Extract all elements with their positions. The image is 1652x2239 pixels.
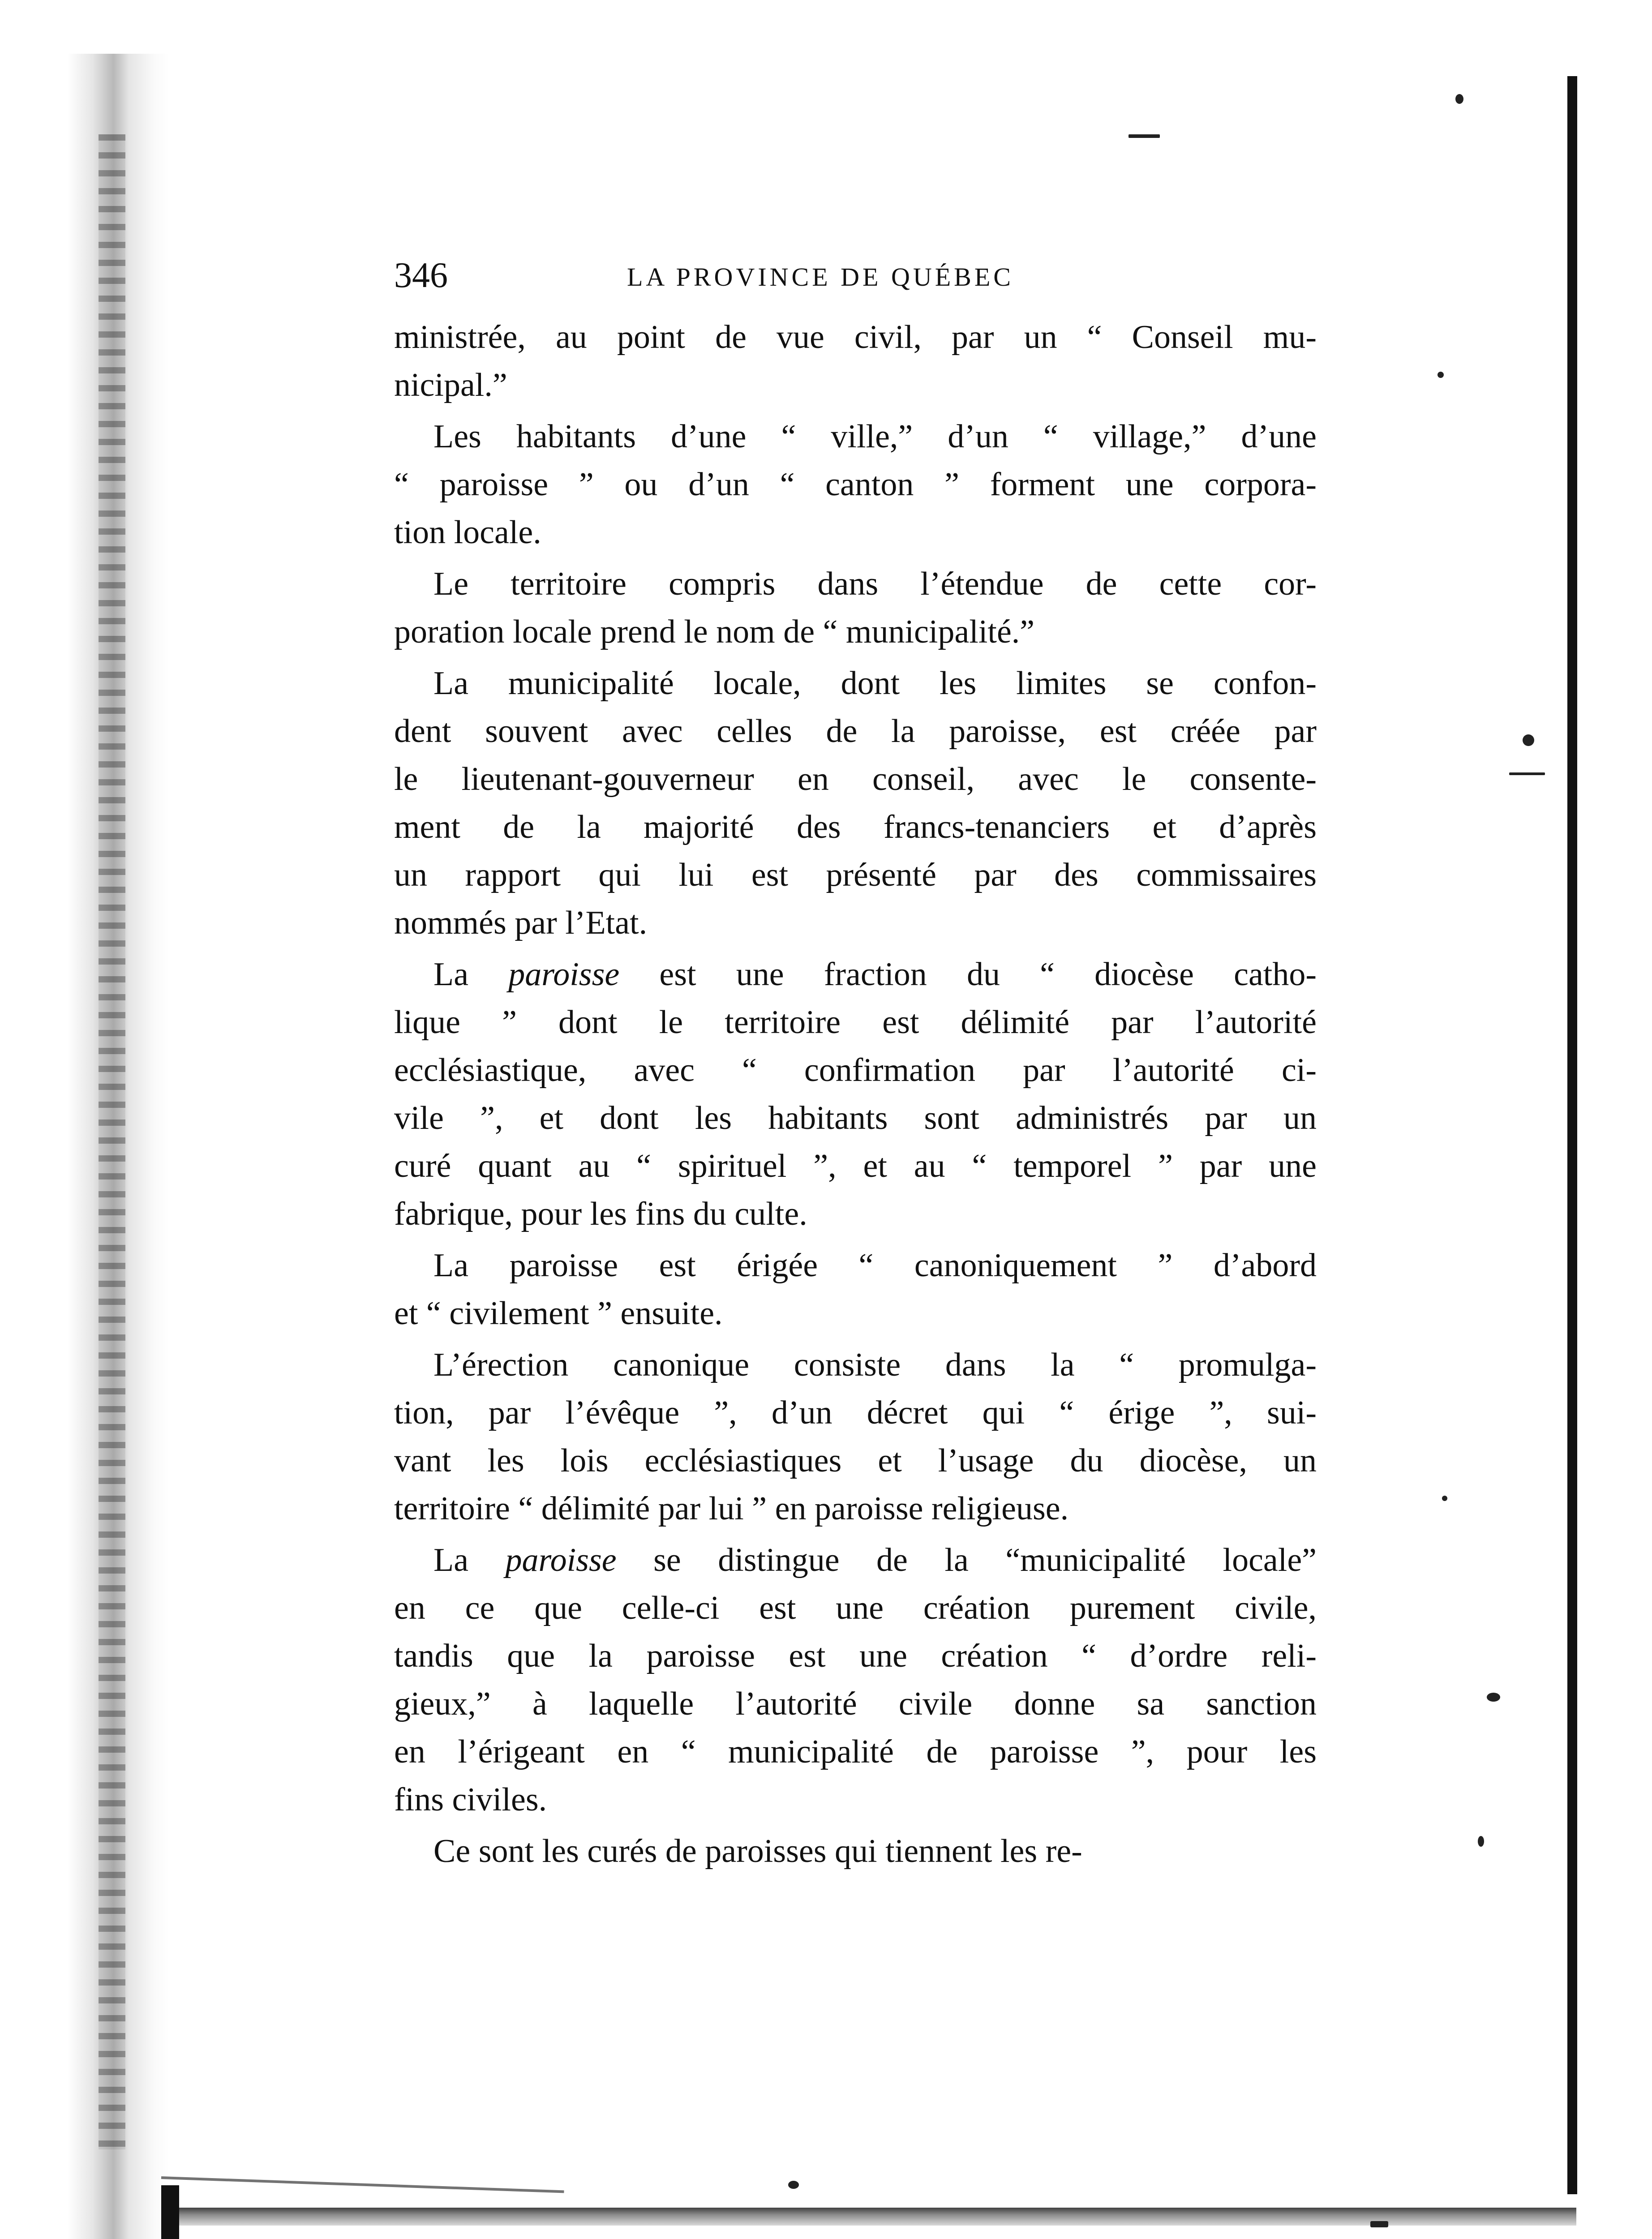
text-line: nommés par l’Etat.: [394, 905, 648, 941]
text-line: tion, par l’évêque ”, d’un décret qui “ érige ”, sui-: [394, 1394, 1317, 1431]
text-line: “ paroisse ” ou d’un “ canton ” forment une corpora-: [394, 466, 1317, 503]
body-text: [394, 313, 1317, 1875]
paragraph: [394, 1536, 1317, 1824]
scan-speck: [1478, 1836, 1484, 1847]
right-page-edge: [1567, 76, 1577, 2194]
text-line: fabrique, pour les fins du culte.: [394, 1196, 807, 1232]
text-line: Le territoire compris dans l’étendue de cette cor-: [433, 566, 1317, 602]
text-line: nicipal.”: [394, 367, 507, 403]
scan-speck: [788, 2181, 799, 2189]
italic-term: paroisse: [508, 956, 620, 993]
text-line: curé quant au “ spirituel ”, et au “ temporel ” par une: [394, 1148, 1317, 1184]
text-line: lique ” dont le territoire est délimité par l’autorité: [394, 1004, 1317, 1041]
text-line: Les habitants d’une “ ville,” d’un “ village,” d’une: [433, 418, 1317, 455]
text-line: La paroisse est érigée “ canoniquement ” d’abord: [433, 1247, 1317, 1284]
page-number: 346: [394, 256, 448, 295]
scan-speck: [1487, 1693, 1500, 1702]
text-line: et “ civilement ” ensuite.: [394, 1295, 723, 1332]
text-line: vant les lois ecclésiastiques et l’usage du diocèse, un: [394, 1442, 1317, 1479]
bottom-page-edge: [170, 2208, 1576, 2226]
paragraph: [394, 413, 1317, 557]
paragraph: [394, 951, 1317, 1238]
text-line: ecclésiastique, avec “ confirmation par l’autorité ci-: [394, 1052, 1317, 1089]
paragraph: [394, 1242, 1317, 1338]
scan-speck: [1370, 2221, 1388, 2227]
text-line: poration locale prend le nom de “ municipalité.”: [394, 613, 1035, 650]
paragraph: [394, 660, 1317, 947]
text-line: L’érection canonique consiste dans la “ promulga-: [433, 1347, 1317, 1383]
text-line: un rapport qui lui est présenté par des commissaires: [394, 857, 1317, 893]
book-page: [394, 251, 1317, 1875]
bottom-left-corner-mark: [161, 2185, 179, 2239]
text-line: dent souvent avec celles de la paroisse, est créée par: [394, 713, 1317, 750]
running-head: [394, 251, 1317, 313]
text-line: gieux,” à laquelle l’autorité civile donne sa sanction: [394, 1686, 1317, 1722]
text-line: ministrée, au point de vue civil, par un “ Conseil mu-: [394, 319, 1317, 356]
running-title: LA PROVINCE DE QUÉBEC: [627, 262, 1014, 292]
text-line: territoire “ délimité par lui ” en paroisse religieuse.: [394, 1490, 1069, 1527]
scan-speck: [1509, 772, 1545, 775]
paragraph: [394, 313, 1317, 409]
text-line: en ce que celle-ci est une création purement civile,: [394, 1590, 1317, 1626]
text-line: La paroisse se distingue de la “municipalité locale”: [433, 1542, 1317, 1578]
scan-speck: [1437, 372, 1444, 378]
text-line: Ce sont les curés de paroisses qui tiennent les re-: [433, 1833, 1082, 1870]
text-line: fins civiles.: [394, 1781, 547, 1818]
text-line: La municipalité locale, dont les limites se confon-: [433, 665, 1317, 702]
text-line: le lieutenant-gouverneur en conseil, avec le consente-: [394, 761, 1317, 798]
paragraph: [394, 1827, 1317, 1875]
scan-speck: [1442, 1496, 1447, 1501]
text-line: ment de la majorité des francs-tenanciers et d’après: [394, 809, 1317, 845]
bottom-page-edge-line: [161, 2176, 564, 2193]
scan-speck: [1455, 94, 1463, 104]
text-line: en l’érigeant en “ municipalité de paroisse ”, pour les: [394, 1733, 1317, 1770]
paragraph: [394, 1341, 1317, 1533]
scan-speck: [1523, 734, 1534, 746]
paragraph: [394, 560, 1317, 656]
text-line: tandis que la paroisse est une création “ d’ordre reli-: [394, 1638, 1317, 1674]
italic-term: paroisse: [505, 1542, 617, 1578]
left-binding-scan-marks: [99, 134, 125, 2149]
scan-speck: [1129, 134, 1160, 138]
text-line: La paroisse est une fraction du “ diocèse catho-: [433, 956, 1317, 993]
text-line: tion locale.: [394, 514, 541, 551]
text-line: vile ”, et dont les habitants sont administrés par un: [394, 1100, 1317, 1137]
